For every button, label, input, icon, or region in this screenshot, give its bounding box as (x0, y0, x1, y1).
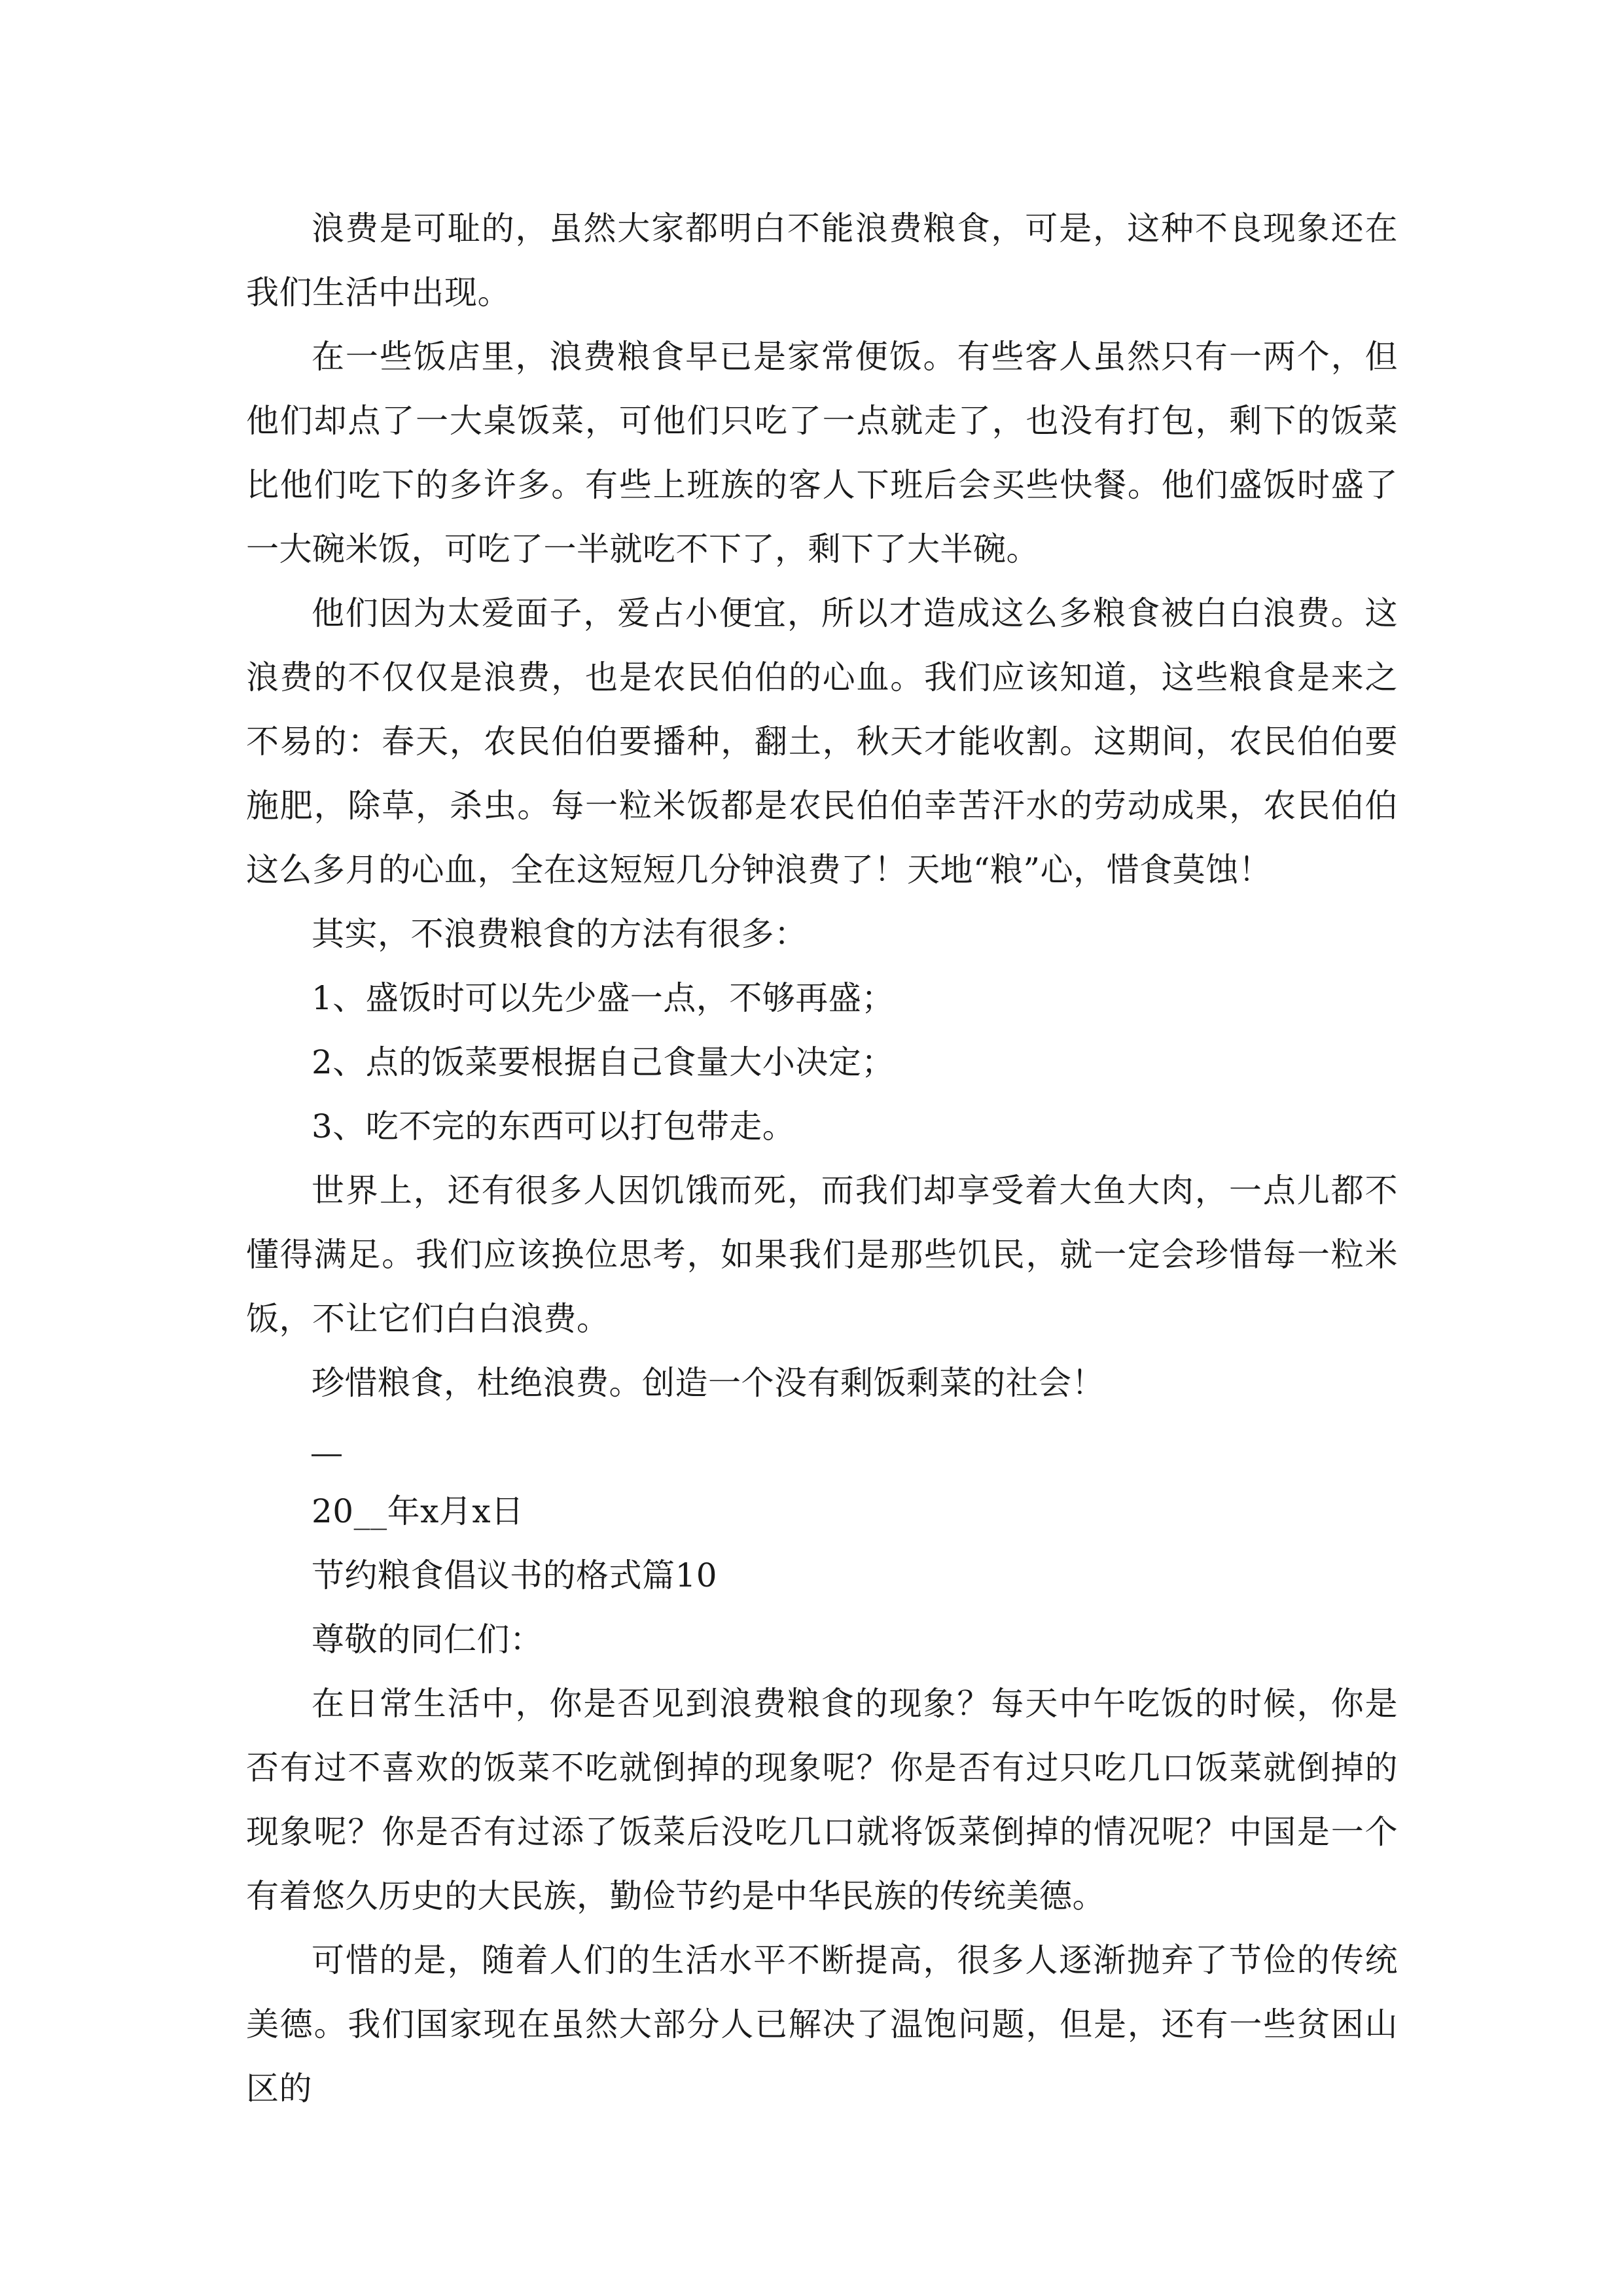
list-item: 1、盛饭时可以先少盛一点，不够再盛； (312, 979, 895, 1017)
signature-dash (312, 1454, 342, 1456)
paragraph: 其实，不浪费粮食的方法有很多： (312, 915, 808, 953)
document-body (246, 196, 1398, 2121)
paragraph: 他们因为太爱面子，爱占小便宜，所以才造成这么多粮食被白白浪费。这浪费的不仅仅是浪费，也是农民伯伯的心血。我们应该知道，这些粮食是来之不易的：春天，农民伯伯要播种，翻土，秋天才能收割。这期间，农民伯伯要施肥，除草，杀虫。每一粒米饭都是农民伯伯幸苦汗水的劳动成果，农民伯伯这么多月的心血，全在这短短几分钟浪费了！天地“粮”心，惜食莫蚀！ (246, 594, 1398, 889)
paragraph: 珍惜粮食，杜绝浪费。创造一个没有剩饭剩菜的社会！ (312, 1364, 1105, 1402)
paragraph: 可惜的是，随着人们的生活水平不断提高，很多人逐渐抛弃了节俭的传统美德。我们国家现在虽然大部分人已解决了温饱问题，但是，还有一些贫困山区的 (246, 1941, 1398, 2108)
paragraph: 在日常生活中，你是否见到浪费粮食的现象？每天中午吃饭的时候，你是否有过不喜欢的饭菜不吃就倒掉的现象呢？你是否有过只吃几口饭菜就倒掉的现象呢？你是否有过添了饭菜后没吃几口就将饭菜倒掉的情况呢？中国是一个有着悠久历史的大民族，勤俭节约是中华民族的传统美德。 (246, 1685, 1398, 1915)
paragraph: 世界上，还有很多人因饥饿而死，而我们却享受着大鱼大肉，一点儿都不懂得满足。我们应该换位思考，如果我们是那些饥民，就一定会珍惜每一粒米饭，不让它们白白浪费。 (246, 1172, 1398, 1338)
section-title: 节约粮食倡议书的格式篇10 (312, 1556, 718, 1594)
signature-placeholder (246, 1415, 1398, 1479)
list-item: 2、点的饭菜要根据自己食量大小决定； (312, 1043, 895, 1081)
paragraph: 在一些饭店里，浪费粮食早已是家常便饭。有些客人虽然只有一两个，但他们却点了一大桌饭菜，可他们只吃了一点就走了，也没有打包，剩下的饭菜比他们吃下的多许多。有些上班族的客人下班后会买些快餐。他们盛饭时盛了一大碗米饭，可吃了一半就吃不下了，剩下了大半碗。 (246, 338, 1398, 568)
paragraph: 浪费是可耻的，虽然大家都明白不能浪费粮食，可是，这种不良现象还在我们生活中出现。 (246, 209, 1398, 312)
date-line: 20__年x月x日 (312, 1492, 524, 1530)
list-item: 3、吃不完的东西可以打包带走。 (312, 1107, 796, 1145)
salutation: 尊敬的同仁们： (312, 1621, 543, 1659)
